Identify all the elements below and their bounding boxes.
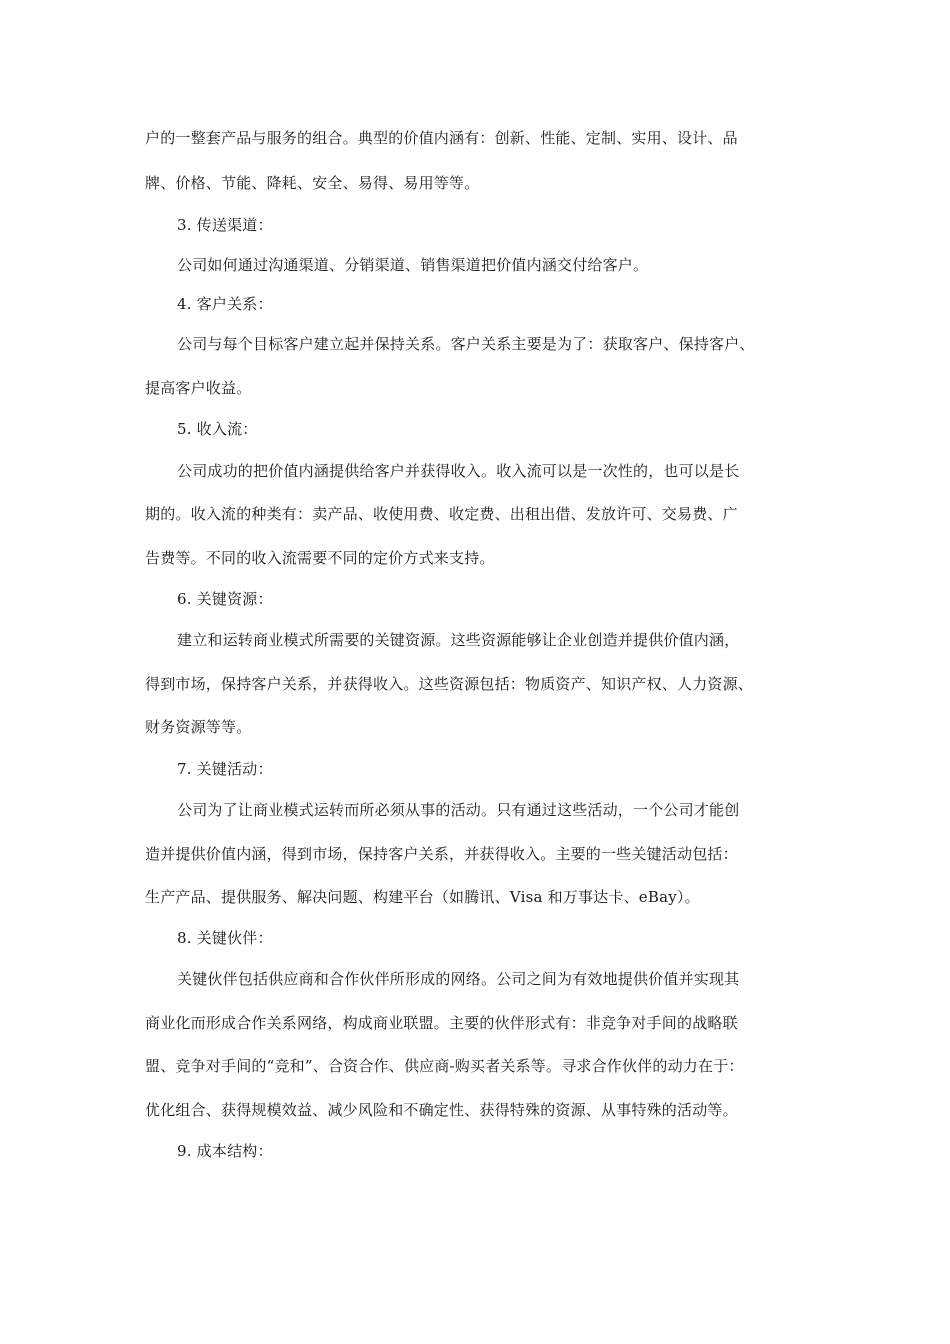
body-line: 造并提供价值内涵，得到市场，保持客户关系，并获得收入。主要的一些关键活动包括：: [145, 845, 738, 863]
body-line: 公司为了让商业模式运转而所必须从事的活动。只有通过这些活动，一个公司才能创: [177, 801, 740, 819]
body-line: 户的一整套产品与服务的组合。典型的价值内涵有：创新、性能、定制、实用、设计、品: [145, 129, 738, 147]
body-line: 得到市场，保持客户关系，并获得收入。这些资源包括：物质资产、知识产权、人力资源、: [145, 675, 754, 693]
body-line: 告费等。不同的收入流需要不同的定价方式来支持。: [145, 549, 495, 567]
body-line: 生产产品、提供服务、解决问题、构建平台（如腾讯、Visa 和万事达卡、eBay）。: [145, 888, 700, 906]
section-heading-cost-structure: 9. 成本结构：: [177, 1142, 273, 1160]
body-line: 盟、竞争对手间的“竞和”、合资合作、供应商-购买者关系等。寻求合作伙伴的动力在于：: [145, 1057, 744, 1075]
body-line: 公司成功的把价值内涵提供给客户并获得收入。收入流可以是一次性的，也可以是长: [177, 462, 740, 480]
body-line: 商业化而形成合作关系网络，构成商业联盟。主要的伙伴形式有：非竞争对手间的战略联: [145, 1014, 738, 1032]
section-heading-key-activities: 7. 关键活动：: [177, 760, 273, 778]
body-line: 财务资源等等。: [145, 718, 252, 736]
body-line: 建立和运转商业模式所需要的关键资源。这些资源能够让企业创造并提供价值内涵，: [177, 631, 740, 649]
body-line: 提高客户收益。: [145, 379, 252, 397]
section-heading-channels: 3. 传送渠道：: [177, 216, 273, 234]
section-heading-key-resources: 6. 关键资源：: [177, 590, 273, 608]
body-line: 关键伙伴包括供应商和合作伙伴所形成的网络。公司之间为有效地提供价值并实现其: [177, 970, 740, 988]
section-heading-customer-relationships: 4. 客户关系：: [177, 295, 273, 313]
section-heading-key-partners: 8. 关键伙伴：: [177, 929, 273, 947]
section-heading-revenue-streams: 5. 收入流：: [177, 420, 258, 438]
body-line: 公司如何通过沟通渠道、分销渠道、销售渠道把价值内涵交付给客户。: [177, 256, 649, 274]
body-line: 公司与每个目标客户建立起并保持关系。客户关系主要是为了：获取客户、保持客户、: [177, 335, 755, 353]
body-line: 期的。收入流的种类有：卖产品、收使用费、收定费、出租出借、发放许可、交易费、广: [145, 505, 738, 523]
body-line: 牌、价格、节能、降耗、安全、易得、易用等等。: [145, 174, 480, 192]
body-line: 优化组合、获得规模效益、减少风险和不确定性、获得特殊的资源、从事特殊的活动等。: [145, 1101, 738, 1119]
